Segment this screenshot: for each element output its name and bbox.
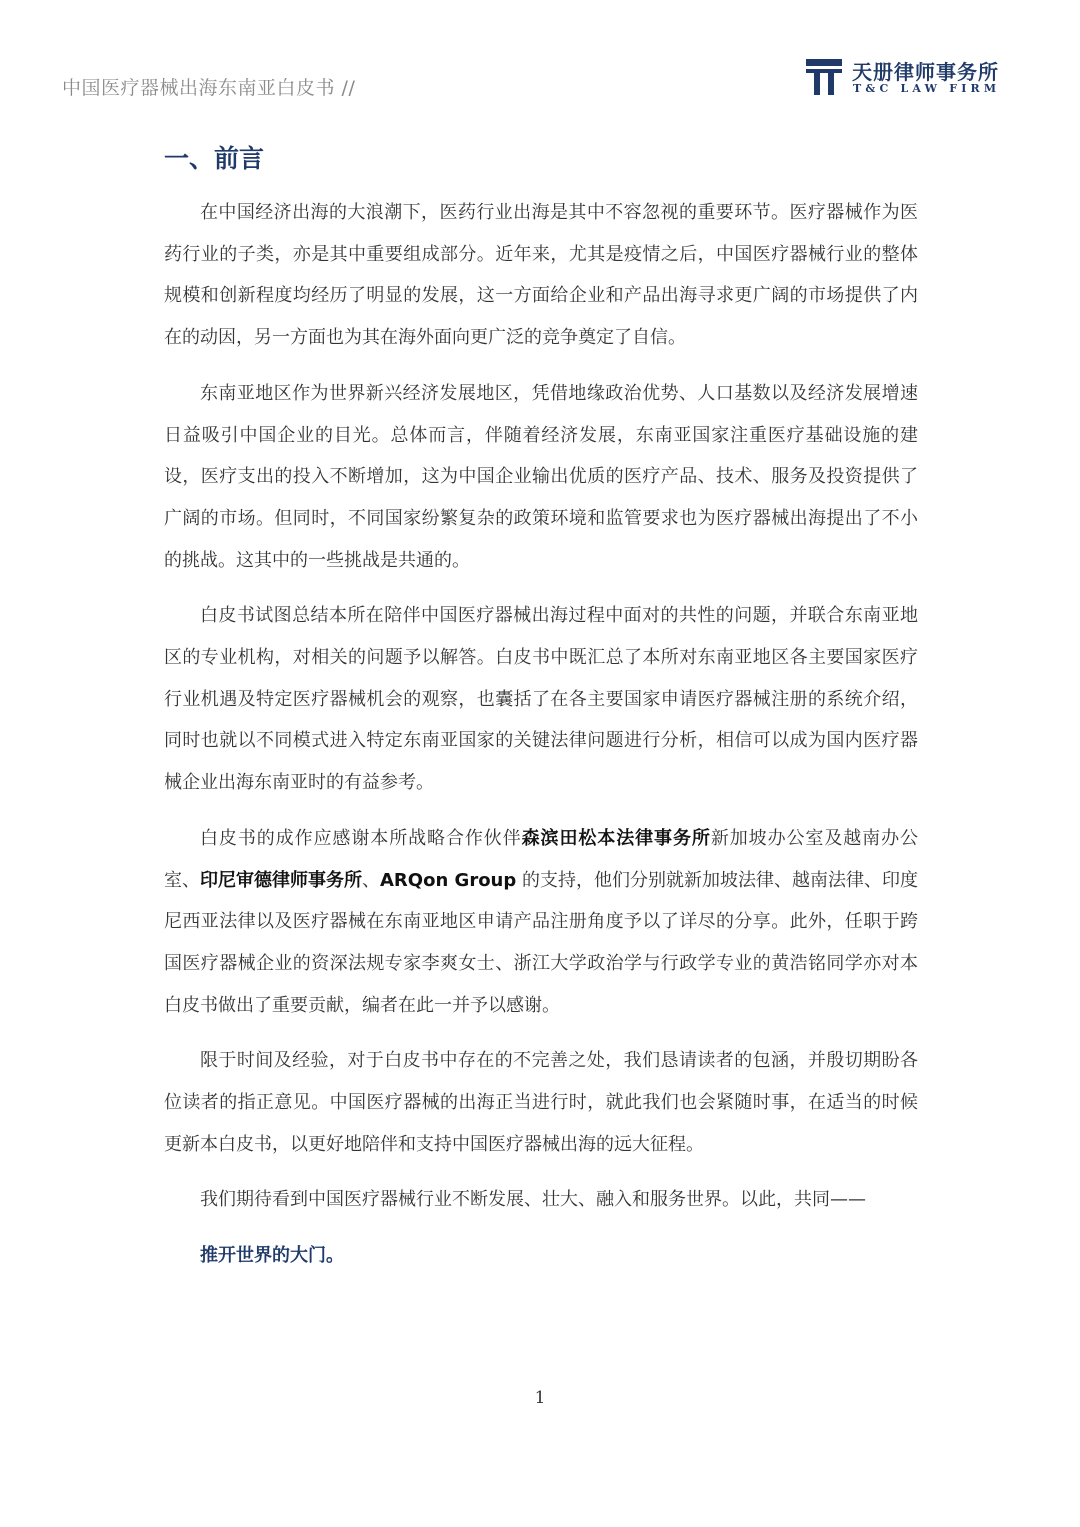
paragraph-4-text-4: 的支持，他们分别就新加坡法律、越南法律、印度尼西亚法律以及医疗器械在东南亚地区申请产品注册角度予以了详尽的分享。此外，任职于跨国医疗器械企业的资深法规专家李爽女士、浙江大学政治学与行政学专业的黄浩铭同学亦对本白皮书做出了重要贡献，编者在此一并予以感谢。 [164, 869, 918, 1016]
paragraph-1: 在中国经济出海的大浪潮下，医药行业出海是其中不容忽视的重要环节。医疗器械作为医药行业的子类，亦是其中重要组成部分。近年来，尤其是疫情之后，中国医疗器械行业的整体规模和创新程度均经历了明显的发展，这一方面给企业和产品出海寻求更广阔的市场提供了内在的动因，另一方面也为其在海外面向更广泛的竞争奠定了自信。 [164, 202, 918, 349]
partner-firm-mori-hamada: 森滨田松本法律事务所 [521, 827, 711, 849]
partner-arqon-group: ARQon Group [380, 869, 517, 891]
paragraph-2: 东南亚地区作为世界新兴经济发展地区，凭借地缘政治优势、人口基数以及经济发展增速日益吸引中国企业的目光。总体而言，伴随着经济发展，东南亚国家注重医疗基础设施的建设，医疗支出的投入不断增加，这为中国企业输出优质的医疗产品、技术、服务及投资提供了广阔的市场。但同时，不同国家纷繁复杂的政策环境和监管要求也为医疗器械出海提出了不小的挑战。这其中的一些挑战是共通的。 [164, 382, 918, 571]
paragraph-4-text-1: 白皮书的成作应感谢本所战略合作伙伴 [200, 827, 522, 849]
paragraph-5: 限于时间及经验，对于白皮书中存在的不完善之处，我们恳请读者的包涵，并殷切期盼各位读者的指正意见。中国医疗器械的出海正当进行时，就此我们也会紧随时事，在适当的时候更新本白皮书，以更好地陪伴和支持中国医疗器械出海的远大征程。 [164, 1050, 918, 1155]
paragraph-4-text-3: 、 [362, 869, 380, 891]
document-running-title: 中国医疗器械出海东南亚白皮书 // [62, 77, 356, 99]
firm-name-chinese: 天册律师事务所 [852, 60, 999, 84]
paragraph-3: 白皮书试图总结本所在陪伴中国医疗器械出海过程中面对的共性的问题，并联合东南亚地区的专业机构，对相关的问题予以解答。白皮书中既汇总了本所对东南亚地区各主要国家医疗行业机遇及特定医疗器械机会的观察，也囊括了在各主要国家申请医疗器械注册的系统介绍，同时也就以不同模式进入特定东南亚国家的关键法律问题进行分析，相信可以成为国内医疗器械企业出海东南亚时的有益参考。 [164, 605, 918, 794]
firm-logo-mark-icon [806, 59, 842, 95]
paragraph-4-text-2: 新加坡办公室及越南办公室、 [164, 827, 919, 891]
paragraph-6: 我们期待看到中国医疗器械行业不断发展、壮大、融入和服务世界。以此，共同—— [200, 1189, 866, 1211]
preface-body [164, 192, 918, 1277]
closing-line: 推开世界的大门。 [200, 1245, 344, 1267]
page-number: 1 [534, 1388, 546, 1408]
partner-firm-indonesia: 印尼审德律师事务所 [200, 869, 362, 891]
paragraph-4 [164, 818, 918, 1027]
firm-name-english: T&C LAW FIRM [853, 82, 1001, 95]
section-heading: 一、前言 [164, 144, 265, 173]
firm-logo [806, 56, 1016, 100]
